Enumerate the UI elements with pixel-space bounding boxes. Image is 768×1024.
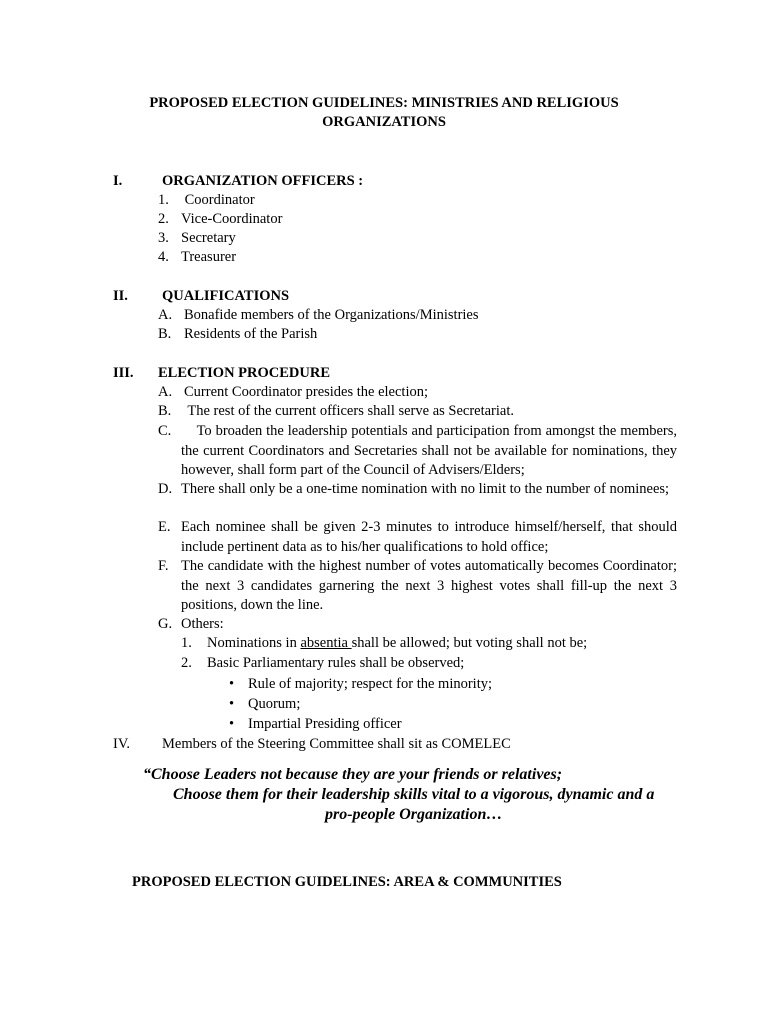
section-numeral: II. xyxy=(113,288,128,304)
list-marker: E. xyxy=(158,519,171,535)
list-item: Treasurer xyxy=(181,249,237,265)
second-section-title: PROPOSED ELECTION GUIDELINES: AREA & COMMUNITIES xyxy=(132,874,562,890)
list-marker: G. xyxy=(158,616,173,632)
sub-list-item-text: shall be allowed; but voting shall not be; xyxy=(351,635,588,651)
quote-line-2: Choose them for their leadership skills vital to a vigorous, dynamic and a xyxy=(173,786,655,803)
sub-list-item xyxy=(207,634,587,653)
list-item: Current Coordinator presides the election; xyxy=(184,384,429,400)
quote-line-1: “Choose Leaders not because they are your friends or relatives; xyxy=(143,766,563,783)
section-text: Members of the Steering Committee shall sit as COMELEC xyxy=(162,736,511,752)
list-item: Vice-Coordinator xyxy=(181,211,283,227)
list-marker: B. xyxy=(158,326,172,342)
bullet-icon: • xyxy=(229,716,235,732)
page-title-line-2: ORGANIZATIONS xyxy=(322,114,446,130)
bullet-item: Impartial Presiding officer xyxy=(248,716,402,732)
list-marker: 1. xyxy=(158,192,169,208)
list-marker: 3. xyxy=(158,230,169,246)
list-marker: D. xyxy=(158,481,173,497)
section-numeral: I. xyxy=(113,173,123,189)
list-item: Secretary xyxy=(181,230,236,246)
page-title-line-1: PROPOSED ELECTION GUIDELINES: MINISTRIES AND RELIGIOUS xyxy=(149,95,619,111)
list-item: The candidate with the highest number of votes automatically becomes Coordinator; the next 3 candidates garnering the next 3 highest votes shall fill-up the next 3 positions, down the line. xyxy=(181,558,677,613)
section-heading: QUALIFICATIONS xyxy=(162,288,290,304)
list-marker: 4. xyxy=(158,249,169,265)
bullet-icon: • xyxy=(229,696,235,712)
list-item: Residents of the Parish xyxy=(184,326,318,342)
section-heading: ORGANIZATION OFFICERS : xyxy=(162,173,364,189)
underlined-term: absentia xyxy=(300,635,352,651)
bullet-item: Quorum; xyxy=(248,696,301,712)
sub-list-item-text: Nominations in xyxy=(207,635,301,651)
list-item: Each nominee shall be given 2-3 minutes to introduce himself/herself, that should include pertinent data as to his/her qualifications to hold office; xyxy=(181,519,677,555)
quote-line-3: pro-people Organization… xyxy=(325,806,503,823)
bullet-icon: • xyxy=(229,676,235,692)
section-numeral: IV. xyxy=(113,736,131,752)
section-heading: ELECTION PROCEDURE xyxy=(158,365,331,381)
list-marker: 2. xyxy=(158,211,169,227)
list-item: Bonafide members of the Organizations/Ministries xyxy=(184,307,479,323)
list-item: To broaden the leadership potentials and participation from amongst the members, the current Coordinators and Secretaries shall not be available for nominations, they however, shall form part of the Council of Advisers/Elders; xyxy=(181,423,681,478)
list-marker: A. xyxy=(158,307,173,323)
list-marker: B. xyxy=(158,403,172,419)
sub-list-item: Basic Parliamentary rules shall be observed; xyxy=(207,655,465,671)
list-item: Others: xyxy=(181,616,224,632)
sub-list-marker: 2. xyxy=(181,655,192,671)
list-item: Coordinator xyxy=(181,192,255,208)
bullet-item: Rule of majority; respect for the minority; xyxy=(248,676,493,692)
list-marker: F. xyxy=(158,558,169,574)
list-item: The rest of the current officers shall serve as Secretariat. xyxy=(184,403,515,419)
sub-list-marker: 1. xyxy=(181,635,192,651)
list-item: There shall only be a one-time nomination with no limit to the number of nominees; xyxy=(181,481,670,497)
list-marker: A. xyxy=(158,384,173,400)
section-numeral: III. xyxy=(113,365,134,381)
list-marker: C. xyxy=(158,423,172,439)
